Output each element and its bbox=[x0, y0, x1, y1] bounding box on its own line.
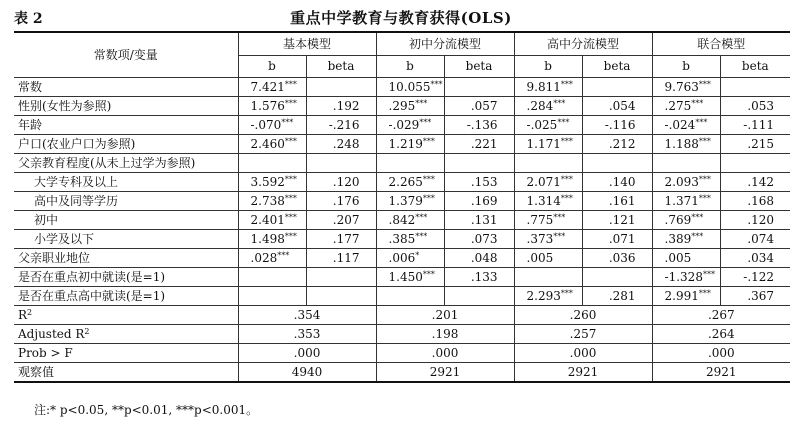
b-cell bbox=[238, 192, 306, 211]
beta-cell: .053 bbox=[720, 97, 790, 116]
corner-header: 常数项/变量 bbox=[14, 32, 238, 78]
significance-stars: *** bbox=[422, 269, 435, 279]
b-value: .295 bbox=[388, 98, 416, 113]
beta-cell: .192 bbox=[306, 97, 376, 116]
significance-stars: *** bbox=[702, 269, 715, 279]
table-title-row bbox=[14, 6, 788, 28]
table-row bbox=[14, 173, 790, 192]
stats-label bbox=[14, 363, 238, 383]
b-cell bbox=[238, 154, 306, 173]
beta-cell bbox=[582, 78, 652, 97]
significance-stars: *** bbox=[415, 212, 428, 222]
row-label: 小学及以下 bbox=[14, 230, 238, 249]
stats-value: .257 bbox=[514, 325, 652, 344]
beta-cell: .281 bbox=[582, 287, 652, 306]
b-cell bbox=[376, 249, 444, 268]
stats-value: .353 bbox=[238, 325, 376, 344]
b-value: 1.371 bbox=[664, 193, 699, 208]
beta-cell: .071 bbox=[582, 230, 652, 249]
b-value: -.070 bbox=[250, 117, 282, 132]
table-row bbox=[14, 78, 790, 97]
beta-cell bbox=[306, 268, 376, 287]
beta-cell: .048 bbox=[444, 249, 514, 268]
beta-cell: .367 bbox=[720, 287, 790, 306]
b-cell bbox=[238, 135, 306, 154]
b-value: 1.576 bbox=[250, 98, 285, 113]
b-value: 2.293 bbox=[526, 288, 561, 303]
significance-stars: *** bbox=[698, 193, 711, 203]
stats-row bbox=[14, 363, 790, 383]
b-cell bbox=[652, 192, 720, 211]
table-row bbox=[14, 135, 790, 154]
b-value: 1.450 bbox=[388, 269, 423, 284]
significance-stars: *** bbox=[284, 231, 297, 241]
b-header: b bbox=[514, 56, 582, 78]
beta-cell bbox=[444, 154, 514, 173]
row-label: 是否在重点初中就读(是=1) bbox=[14, 268, 238, 287]
b-cell bbox=[514, 173, 582, 192]
b-cell bbox=[652, 211, 720, 230]
b-value: -.024 bbox=[664, 117, 696, 132]
b-cell bbox=[514, 192, 582, 211]
row-label: 父亲教育程度(从未上过学为参照) bbox=[14, 154, 238, 173]
b-cell bbox=[376, 211, 444, 230]
b-cell bbox=[238, 116, 306, 135]
significance-stars: *** bbox=[284, 79, 297, 89]
b-value: .775 bbox=[526, 212, 554, 227]
model-header: 初中分流模型 bbox=[376, 32, 514, 56]
table-body bbox=[14, 78, 790, 383]
significance-stars: *** bbox=[560, 193, 573, 203]
b-cell bbox=[376, 135, 444, 154]
beta-cell: .131 bbox=[444, 211, 514, 230]
b-value: 2.071 bbox=[526, 174, 561, 189]
beta-cell bbox=[444, 78, 514, 97]
b-value: 9.763 bbox=[664, 79, 699, 94]
beta-cell: .221 bbox=[444, 135, 514, 154]
stats-value: 4940 bbox=[238, 363, 376, 383]
b-value: .385 bbox=[388, 231, 416, 246]
table-row bbox=[14, 287, 790, 306]
b-cell bbox=[514, 287, 582, 306]
model-header: 高中分流模型 bbox=[514, 32, 652, 56]
significance-stars: *** bbox=[553, 212, 566, 222]
b-cell bbox=[514, 116, 582, 135]
b-cell bbox=[376, 116, 444, 135]
b-cell bbox=[238, 230, 306, 249]
beta-cell: .168 bbox=[720, 192, 790, 211]
b-cell bbox=[652, 135, 720, 154]
b-cell bbox=[238, 249, 306, 268]
beta-cell: .133 bbox=[444, 268, 514, 287]
significance-stars: *** bbox=[281, 117, 294, 127]
b-cell bbox=[238, 78, 306, 97]
b-cell bbox=[376, 78, 444, 97]
stats-value: .000 bbox=[514, 344, 652, 363]
stats-label bbox=[14, 306, 238, 325]
b-cell bbox=[514, 230, 582, 249]
table-note: 注:* p<0.05, **p<0.01, ***p<0.001。 bbox=[34, 403, 259, 417]
b-cell bbox=[238, 173, 306, 192]
stats-value: .000 bbox=[652, 344, 790, 363]
significance-stars: *** bbox=[553, 231, 566, 241]
b-value: .373 bbox=[526, 231, 554, 246]
b-value: .005 bbox=[526, 250, 554, 265]
stats-label-text: 观察值 bbox=[18, 364, 55, 379]
significance-stars: *** bbox=[422, 136, 435, 146]
regression-table bbox=[14, 31, 790, 383]
b-cell bbox=[514, 268, 582, 287]
beta-cell: .161 bbox=[582, 192, 652, 211]
table-title: 重点中学教育与教育获得(OLS) bbox=[290, 9, 512, 27]
stats-label-text: R bbox=[18, 307, 28, 322]
b-cell bbox=[652, 78, 720, 97]
beta-cell: .117 bbox=[306, 249, 376, 268]
significance-stars: *** bbox=[560, 288, 573, 298]
beta-cell: .074 bbox=[720, 230, 790, 249]
significance-stars: *** bbox=[284, 193, 297, 203]
b-cell bbox=[376, 268, 444, 287]
beta-header: beta bbox=[582, 56, 652, 78]
b-value: -.025 bbox=[526, 117, 558, 132]
b-value: .284 bbox=[526, 98, 554, 113]
beta-cell: -.216 bbox=[306, 116, 376, 135]
beta-cell: .120 bbox=[306, 173, 376, 192]
row-label: 常数 bbox=[14, 78, 238, 97]
b-cell bbox=[652, 116, 720, 135]
b-cell bbox=[376, 173, 444, 192]
b-cell bbox=[376, 287, 444, 306]
b-cell bbox=[514, 154, 582, 173]
significance-stars: *** bbox=[560, 136, 573, 146]
row-label: 户口(农业户口为参照) bbox=[14, 135, 238, 154]
table-label: 表 2 bbox=[14, 11, 43, 27]
significance-stars: *** bbox=[691, 98, 704, 108]
beta-cell bbox=[582, 268, 652, 287]
beta-cell bbox=[444, 287, 514, 306]
table-row bbox=[14, 249, 790, 268]
beta-cell: .034 bbox=[720, 249, 790, 268]
beta-cell: .073 bbox=[444, 230, 514, 249]
b-value: 2.265 bbox=[388, 174, 423, 189]
stats-label-sup: 2 bbox=[84, 326, 90, 336]
significance-stars: *** bbox=[422, 193, 435, 203]
significance-stars: *** bbox=[284, 174, 297, 184]
beta-cell: .140 bbox=[582, 173, 652, 192]
b-value: 10.055 bbox=[388, 79, 431, 94]
significance-stars: *** bbox=[430, 79, 443, 89]
table-row bbox=[14, 268, 790, 287]
table-row bbox=[14, 97, 790, 116]
stats-value: .264 bbox=[652, 325, 790, 344]
b-value: 2.093 bbox=[664, 174, 699, 189]
beta-header: beta bbox=[720, 56, 790, 78]
b-cell bbox=[238, 97, 306, 116]
b-cell bbox=[376, 97, 444, 116]
b-value: 1.171 bbox=[526, 136, 561, 151]
significance-stars: *** bbox=[698, 174, 711, 184]
beta-cell: -.111 bbox=[720, 116, 790, 135]
table-row bbox=[14, 192, 790, 211]
significance-stars: *** bbox=[284, 136, 297, 146]
beta-cell: .215 bbox=[720, 135, 790, 154]
beta-cell: .142 bbox=[720, 173, 790, 192]
table-row bbox=[14, 230, 790, 249]
b-value: .006 bbox=[388, 250, 416, 265]
stats-value: .000 bbox=[376, 344, 514, 363]
significance-stars: *** bbox=[560, 174, 573, 184]
b-cell bbox=[376, 192, 444, 211]
beta-cell bbox=[306, 78, 376, 97]
significance-stars: *** bbox=[698, 136, 711, 146]
significance-stars: *** bbox=[415, 231, 428, 241]
significance-stars: *** bbox=[691, 231, 704, 241]
stats-value: .000 bbox=[238, 344, 376, 363]
b-cell bbox=[376, 230, 444, 249]
b-value: -.029 bbox=[388, 117, 420, 132]
significance-stars: *** bbox=[560, 79, 573, 89]
significance-stars: *** bbox=[419, 117, 432, 127]
beta-cell: .177 bbox=[306, 230, 376, 249]
row-label: 年龄 bbox=[14, 116, 238, 135]
beta-cell: .153 bbox=[444, 173, 514, 192]
b-value: 3.592 bbox=[250, 174, 285, 189]
significance-stars: *** bbox=[553, 98, 566, 108]
stats-row bbox=[14, 325, 790, 344]
b-value: 1.314 bbox=[526, 193, 561, 208]
model-header: 联合模型 bbox=[652, 32, 790, 56]
significance-stars: *** bbox=[691, 212, 704, 222]
significance-stars: *** bbox=[698, 288, 711, 298]
stats-label-text: Adjusted R bbox=[18, 326, 85, 341]
b-value: .275 bbox=[664, 98, 692, 113]
significance-stars: *** bbox=[284, 212, 297, 222]
significance-stars: *** bbox=[415, 98, 428, 108]
significance-stars: *** bbox=[698, 79, 711, 89]
stats-label-text: Prob > F bbox=[18, 345, 73, 360]
row-label: 父亲职业地位 bbox=[14, 249, 238, 268]
b-value: 1.219 bbox=[388, 136, 423, 151]
beta-cell: -.136 bbox=[444, 116, 514, 135]
stats-label bbox=[14, 344, 238, 363]
b-value: .769 bbox=[664, 212, 692, 227]
b-cell bbox=[514, 78, 582, 97]
significance-stars: *** bbox=[277, 250, 290, 260]
b-cell bbox=[514, 211, 582, 230]
beta-cell: .057 bbox=[444, 97, 514, 116]
b-value: 2.738 bbox=[250, 193, 285, 208]
b-cell bbox=[514, 97, 582, 116]
b-cell bbox=[238, 211, 306, 230]
b-cell bbox=[238, 268, 306, 287]
b-cell bbox=[652, 287, 720, 306]
b-value: .842 bbox=[388, 212, 416, 227]
stats-label-sup: 2 bbox=[27, 307, 33, 317]
b-header: b bbox=[376, 56, 444, 78]
b-cell bbox=[652, 97, 720, 116]
significance-stars: *** bbox=[695, 117, 708, 127]
beta-cell: .169 bbox=[444, 192, 514, 211]
beta-cell bbox=[306, 154, 376, 173]
stats-value: .198 bbox=[376, 325, 514, 344]
b-value: .389 bbox=[664, 231, 692, 246]
b-value: 7.421 bbox=[250, 79, 285, 94]
stats-value: 2921 bbox=[376, 363, 514, 383]
beta-header: beta bbox=[444, 56, 514, 78]
beta-cell: .176 bbox=[306, 192, 376, 211]
beta-cell: .212 bbox=[582, 135, 652, 154]
beta-cell bbox=[582, 154, 652, 173]
b-value: 2.460 bbox=[250, 136, 285, 151]
b-value: 2.991 bbox=[664, 288, 699, 303]
table-row bbox=[14, 154, 790, 173]
b-value: .028 bbox=[250, 250, 278, 265]
significance-stars: * bbox=[415, 250, 420, 260]
b-cell bbox=[238, 287, 306, 306]
beta-cell: .120 bbox=[720, 211, 790, 230]
b-cell bbox=[652, 249, 720, 268]
beta-cell bbox=[720, 154, 790, 173]
beta-cell: .207 bbox=[306, 211, 376, 230]
beta-cell: .054 bbox=[582, 97, 652, 116]
beta-header: beta bbox=[306, 56, 376, 78]
beta-cell: .121 bbox=[582, 211, 652, 230]
b-value: -1.328 bbox=[664, 269, 703, 284]
significance-stars: *** bbox=[557, 117, 570, 127]
b-header: b bbox=[652, 56, 720, 78]
row-label: 初中 bbox=[14, 211, 238, 230]
b-value: 9.811 bbox=[526, 79, 561, 94]
row-label: 大学专科及以上 bbox=[14, 173, 238, 192]
significance-stars: *** bbox=[284, 98, 297, 108]
b-cell bbox=[652, 173, 720, 192]
beta-cell bbox=[720, 78, 790, 97]
b-header: b bbox=[238, 56, 306, 78]
b-cell bbox=[514, 135, 582, 154]
stats-value: 2921 bbox=[514, 363, 652, 383]
b-value: 1.379 bbox=[388, 193, 423, 208]
row-label: 是否在重点高中就读(是=1) bbox=[14, 287, 238, 306]
beta-cell: .036 bbox=[582, 249, 652, 268]
stats-value: .267 bbox=[652, 306, 790, 325]
stats-value: .354 bbox=[238, 306, 376, 325]
stats-value: .201 bbox=[376, 306, 514, 325]
b-cell bbox=[652, 268, 720, 287]
stats-value: 2921 bbox=[652, 363, 790, 383]
table-row bbox=[14, 116, 790, 135]
b-value: 2.401 bbox=[250, 212, 285, 227]
significance-stars: *** bbox=[422, 174, 435, 184]
stats-label bbox=[14, 325, 238, 344]
stats-value: .260 bbox=[514, 306, 652, 325]
stats-row bbox=[14, 344, 790, 363]
row-label: 高中及同等学历 bbox=[14, 192, 238, 211]
b-value: 1.188 bbox=[664, 136, 699, 151]
b-value: 1.498 bbox=[250, 231, 285, 246]
table-row bbox=[14, 211, 790, 230]
beta-cell: -.116 bbox=[582, 116, 652, 135]
b-value: .005 bbox=[664, 250, 692, 265]
beta-cell bbox=[306, 287, 376, 306]
beta-cell: .248 bbox=[306, 135, 376, 154]
row-label: 性别(女性为参照) bbox=[14, 97, 238, 116]
b-cell bbox=[376, 154, 444, 173]
b-cell bbox=[514, 249, 582, 268]
b-cell bbox=[652, 154, 720, 173]
header-row-models bbox=[14, 32, 790, 56]
stats-row bbox=[14, 306, 790, 325]
b-cell bbox=[652, 230, 720, 249]
beta-cell: -.122 bbox=[720, 268, 790, 287]
model-header: 基本模型 bbox=[238, 32, 376, 56]
